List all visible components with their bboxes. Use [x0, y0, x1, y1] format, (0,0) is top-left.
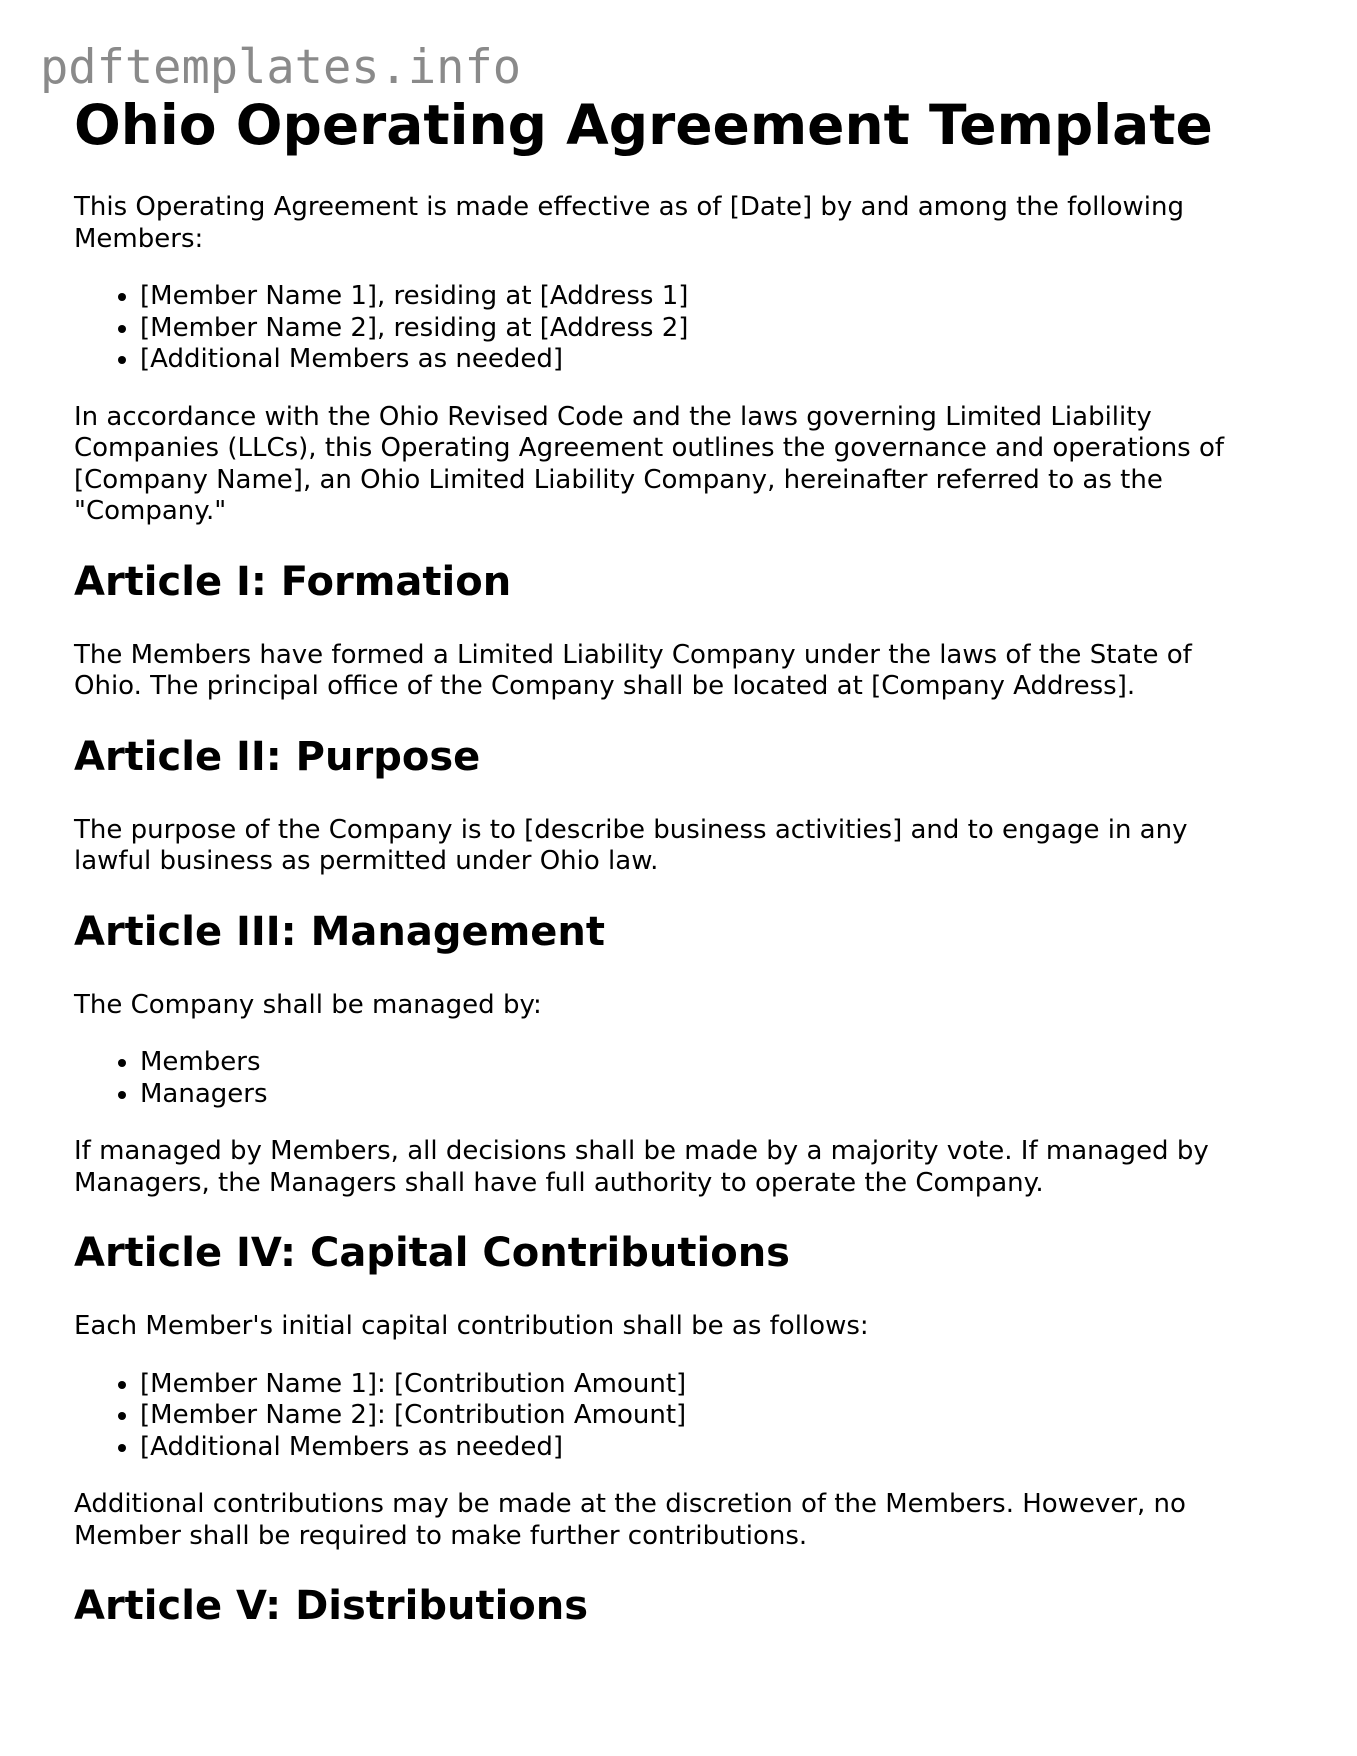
- contributions-list: [74, 1369, 1264, 1464]
- list-item: • [Member Name 1], residing at [Address 1]: [140, 281, 1264, 313]
- article-capital-text: Additional contributions may be made at the discretion of the Members. However, no Member shall be required to make further contributions.: [74, 1489, 1186, 1551]
- governance-paragraph: In accordance with the Ohio Revised Code and the laws governing Limited Liability Companies (LLCs), this Operating Agreement outlines the governance and operations of [Company Name], an Ohio Limited Liability Company, hereinafter referred to as the "Company.": [74, 401, 1225, 526]
- list-item: • [Member Name 2]: [Contribution Amount]: [140, 1400, 1264, 1432]
- list-item: • Managers: [140, 1079, 1264, 1111]
- list-item: • [Additional Members as needed]: [140, 1432, 1264, 1464]
- list-item: • [Member Name 2], residing at [Address 2]: [140, 313, 1264, 345]
- list-item: • Members: [140, 1047, 1264, 1079]
- article-purpose-text: The purpose of the Company is to [describe business activities] and to engage in any lawful business as permitted under Ohio law.: [74, 814, 1188, 876]
- list-item: • [Additional Members as needed]: [140, 344, 1264, 376]
- watermark: pdftemplates.info: [40, 40, 522, 95]
- article-management-text: If managed by Members, all decisions shall be made by a majority vote. If managed by Managers, the Managers shall have full authority to operate the Company.: [74, 1136, 1209, 1198]
- document-page: [74, 92, 1264, 1630]
- article-capital-heading: Article IV: Capital Contributions: [74, 1230, 790, 1276]
- intro-paragraph: This Operating Agreement is made effective as of [Date] by and among the following Members:: [74, 192, 1184, 254]
- article-capital-intro: Each Member's initial capital contribution shall be as follows:: [74, 1311, 869, 1341]
- article-purpose-heading: Article II: Purpose: [74, 733, 481, 780]
- article-management-heading: Article III: Management: [74, 908, 605, 955]
- article-distributions-heading: Article V: Distributions: [74, 1583, 589, 1629]
- article-management-intro: The Company shall be managed by:: [74, 989, 542, 1020]
- article-formation-heading: Article I: Formation: [74, 558, 512, 605]
- management-options-list: [74, 1047, 1264, 1110]
- list-item: • [Member Name 1]: [Contribution Amount]: [140, 1369, 1264, 1401]
- members-list: [74, 281, 1264, 376]
- document-title: Ohio Operating Agreement Template: [74, 93, 1213, 157]
- article-formation-text: The Members have formed a Limited Liability Company under the laws of the State of Ohio. The principal office of the Company shall be located at [Company Address].: [74, 639, 1192, 701]
